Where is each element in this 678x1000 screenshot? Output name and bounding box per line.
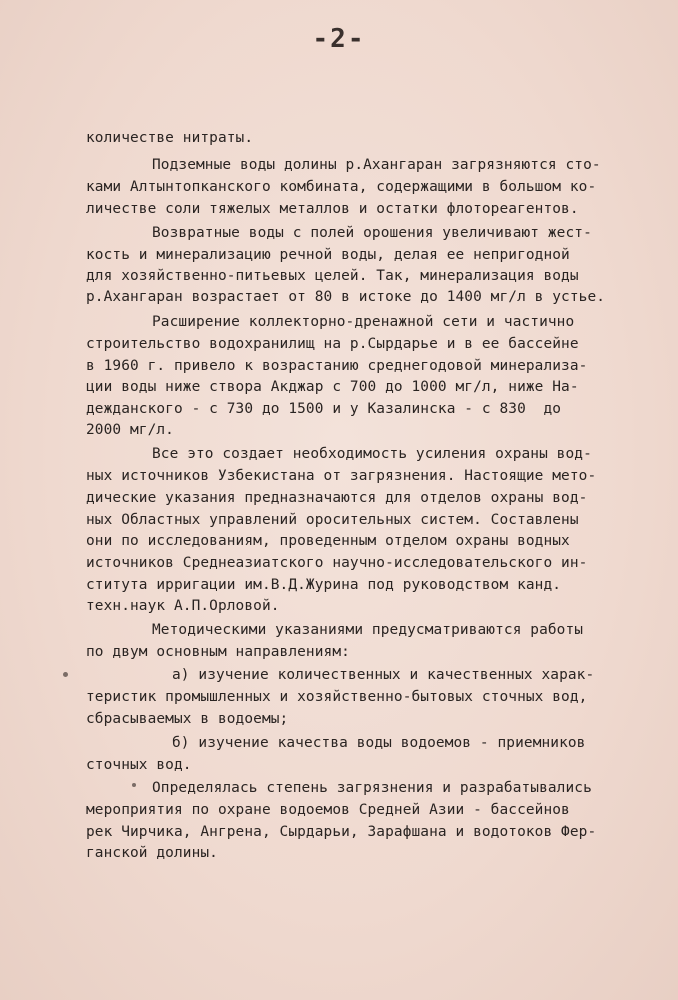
text-line: а) изучение количественных и качественных харак- [172,666,595,683]
text-line: сточных вод. [86,756,192,773]
text-line: Определялась степень загрязнения и разрабатывались [152,779,592,796]
text-line: сбрасываемых в водоемы; [86,710,289,727]
text-line: ции воды ниже створа Акджар с 700 до 1000 мг/л, ниже На- [86,378,579,395]
text-line: б) изучение качества воды водоемов - приемников [172,734,586,751]
text-line: ститута ирригации им.В.Д.Журина под руководством канд. [86,576,562,593]
text-line: личестве соли тяжелых металлов и остатки флотореагентов. [86,200,579,217]
text-line: они по исследованиям, проведенным отделом охраны водных [86,532,570,549]
ink-dot [63,672,68,677]
text-line: Методическими указаниями предусматриваются работы [152,621,584,638]
text-line: ных Областных управлений оросительных систем. Составлены [86,511,579,528]
text-line: техн.наук А.П.Орловой. [86,597,280,614]
text-line: источников Среднеазиатского научно-исследовательского ин- [86,554,588,571]
text-line: Все это создает необходимость усиления охраны вод- [152,445,592,462]
page-number: -2- [312,24,366,54]
text-line: р.Ахангаран возрастает от 80 в истоке до 1400 мг/л в устье. [86,288,606,305]
ink-dot [132,783,136,787]
text-line: для хозяйственно-питьевых целей. Так, минерализация воды [86,267,579,284]
text-line: в 1960 г. привело к возрастанию среднегодовой минерализа- [86,357,588,374]
text-line: Возвратные воды с полей орошения увеличивают жест- [152,224,592,241]
text-line: ных источников Узбекистана от загрязнения. Настоящие мето- [86,467,597,484]
text-line: кость и минерализацию речной воды, делая ее непригодной [86,246,570,263]
text-line: рек Чирчика, Ангрена, Сырдарьи, Зарафшана и водотоков Фер- [86,823,597,840]
text-line: по двум основным направлениям: [86,643,350,660]
text-line: строительство водохранилищ на р.Сырдарье и в ее бассейне [86,335,579,352]
text-line: Подземные воды долины р.Ахангаран загрязняются сто- [152,156,601,173]
text-line: ганской долины. [86,844,218,861]
text-line: теристик промышленных и хозяйственно-бытовых сточных вод, [86,688,588,705]
text-line: количестве нитраты. [86,129,254,146]
text-line: ками Алтынтопканского комбината, содержащими в большом ко- [86,178,597,195]
text-line: Расширение коллекторно-дренажной сети и частично [152,313,575,330]
text-line: мероприятия по охране водоемов Средней Азии - бассейнов [86,801,570,818]
text-line: дические указания предназначаются для отделов охраны вод- [86,489,588,506]
text-line: 2000 мг/л. [86,421,174,438]
text-line: дежданского - с 730 до 1500 и у Казалинска - с 830 до [86,400,562,417]
